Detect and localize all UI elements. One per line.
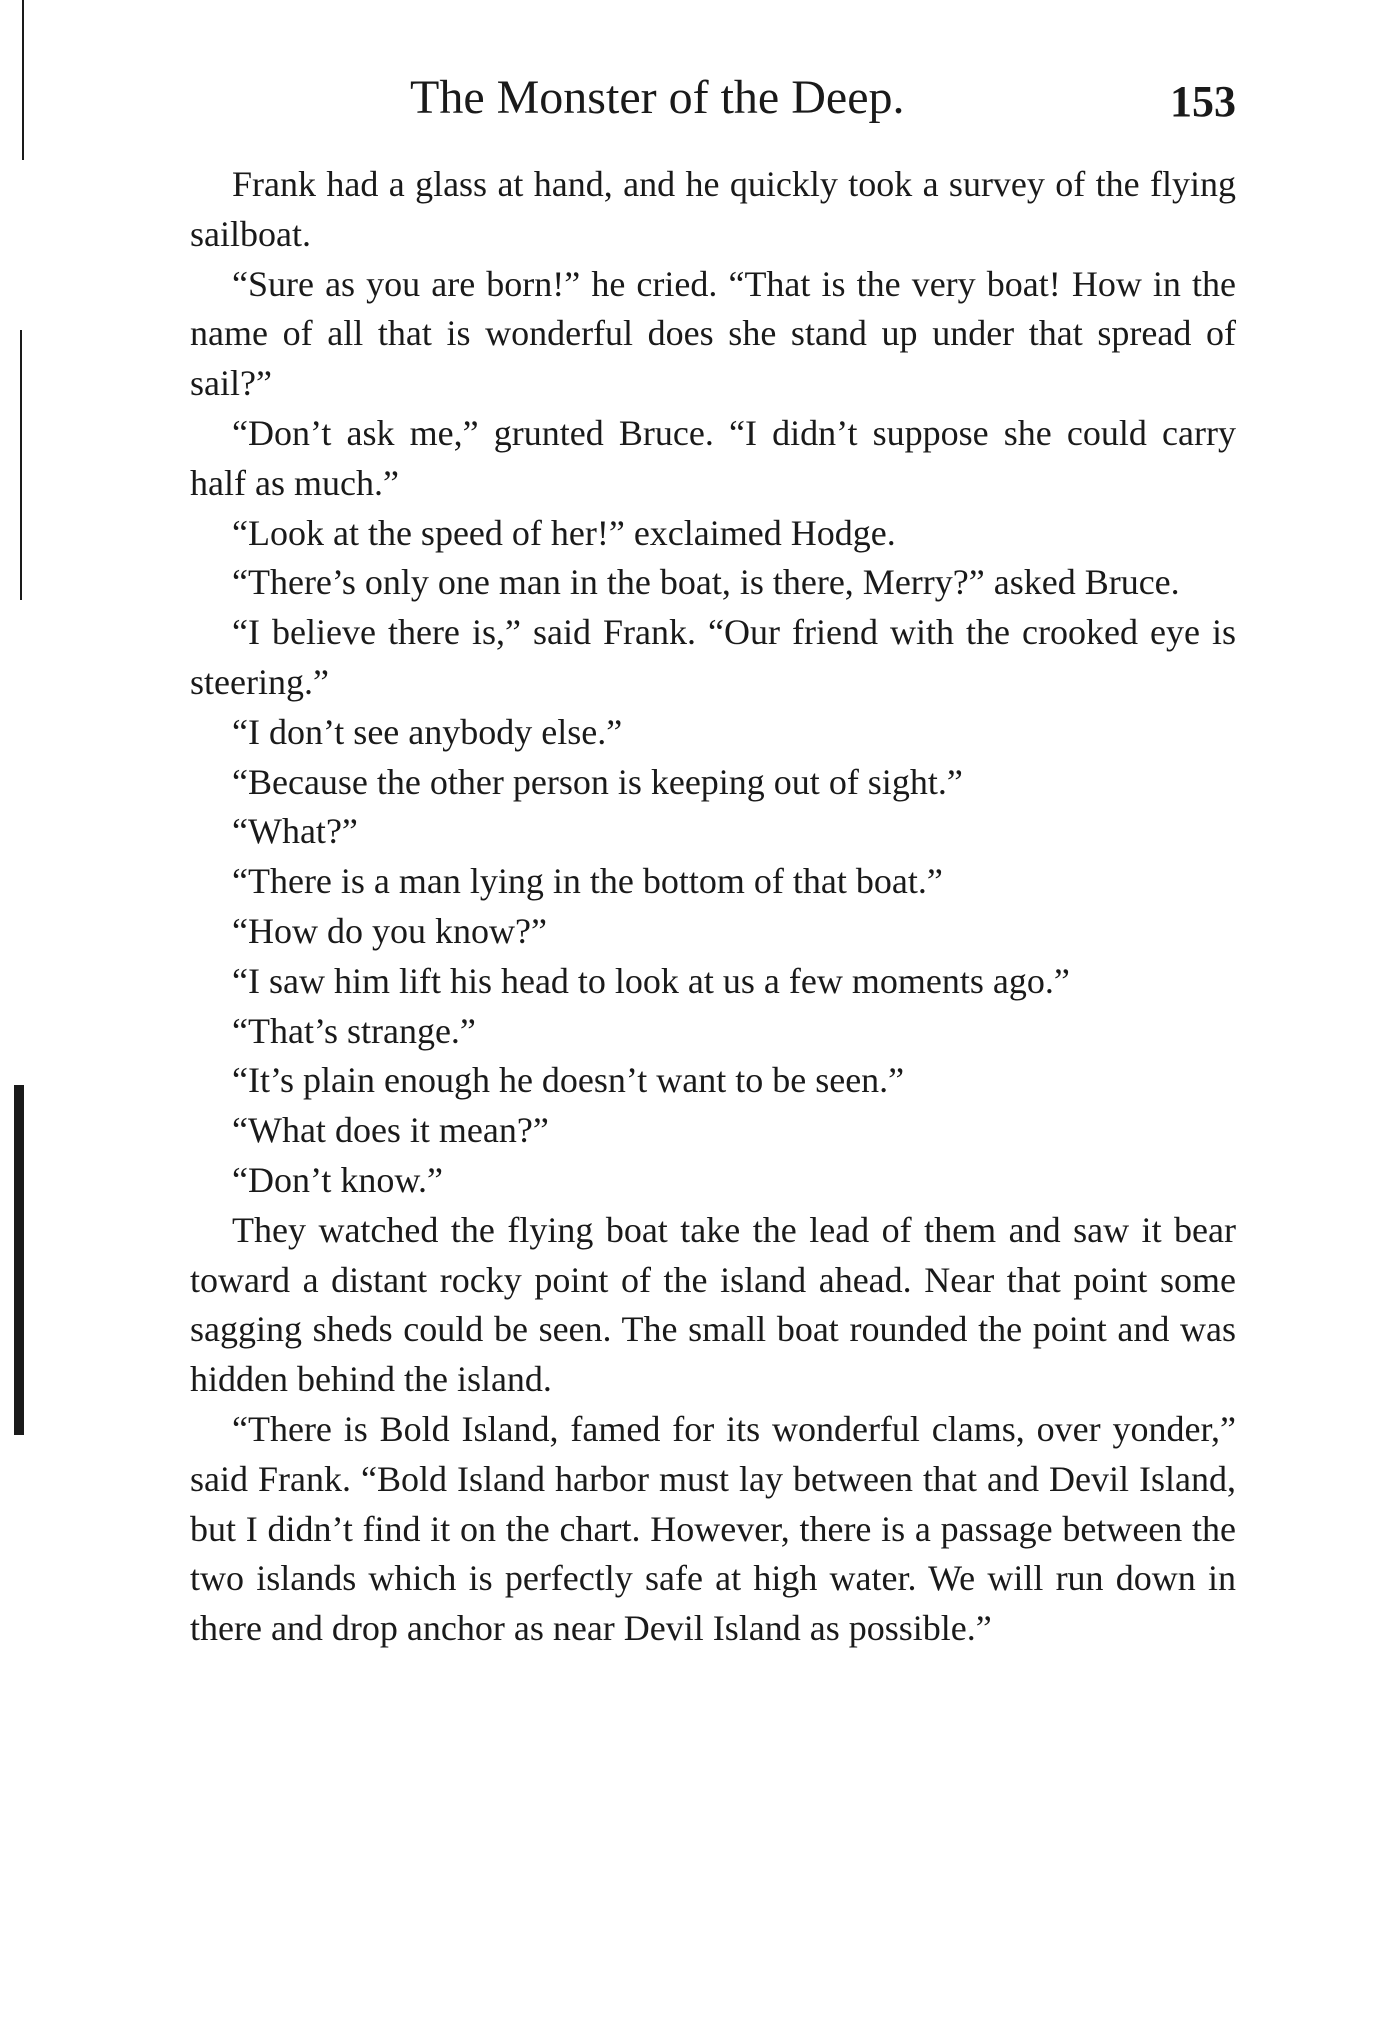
paragraph: “It’s plain enough he doesn’t want to be seen.” bbox=[232, 1060, 905, 1101]
paragraph: “There’s only one man in the boat, is there, Merry?” asked Bruce. bbox=[232, 562, 1180, 603]
paragraph: Frank had a glass at hand, and he quickly took a survey of the flying sailboat. bbox=[190, 164, 1236, 254]
paragraph: “What?” bbox=[232, 811, 358, 852]
paragraph: “There is Bold Island, famed for its wonderful clams, over yonder,” said Frank. “Bold Island harbor must lay between that and Devil Island, but I didn’t find it on the chart. However, there is a passage between the two islands which is perfectly safe at high water. We will run down in there and drop anchor as near Devil Island as possible.” bbox=[190, 1408, 1236, 1649]
paragraph: They watched the flying boat take the lead of them and saw it bear toward a distant rocky point of the island ahead. Near that point some sagging sheds could be seen. The small boat rounded the point and was hidden behind the island. bbox=[190, 1209, 1236, 1400]
running-head bbox=[190, 68, 1236, 138]
paragraph: “Don’t know.” bbox=[232, 1159, 443, 1200]
paragraph: “I saw him lift his head to look at us a few moments ago.” bbox=[232, 960, 1070, 1001]
paragraph: “I don’t see anybody else.” bbox=[232, 711, 623, 752]
body-text bbox=[190, 160, 1236, 1654]
running-title: The Monster of the Deep. bbox=[410, 71, 905, 124]
page-number: 153 bbox=[1170, 77, 1236, 126]
paragraph: “I believe there is,” said Frank. “Our friend with the crooked eye is steering.” bbox=[190, 612, 1236, 702]
paragraph: “There is a man lying in the bottom of that boat.” bbox=[232, 861, 943, 902]
scan-edge-line bbox=[22, 0, 24, 160]
scan-edge-line bbox=[20, 330, 22, 600]
scan-edge-bar bbox=[14, 1085, 24, 1435]
paragraph: “Sure as you are born!” he cried. “That is the very boat! How in the name of all that is wonderful does she stand up under that spread of sail?” bbox=[190, 263, 1236, 404]
paragraph: “How do you know?” bbox=[232, 910, 547, 951]
paragraph: “Don’t ask me,” grunted Bruce. “I didn’t suppose she could carry half as much.” bbox=[190, 412, 1236, 503]
paragraph: “What does it mean?” bbox=[232, 1110, 549, 1151]
paragraph: “Look at the speed of her!” exclaimed Hodge. bbox=[232, 512, 896, 553]
paragraph: “That’s strange.” bbox=[232, 1010, 476, 1051]
paragraph: “Because the other person is keeping out of sight.” bbox=[232, 761, 963, 802]
